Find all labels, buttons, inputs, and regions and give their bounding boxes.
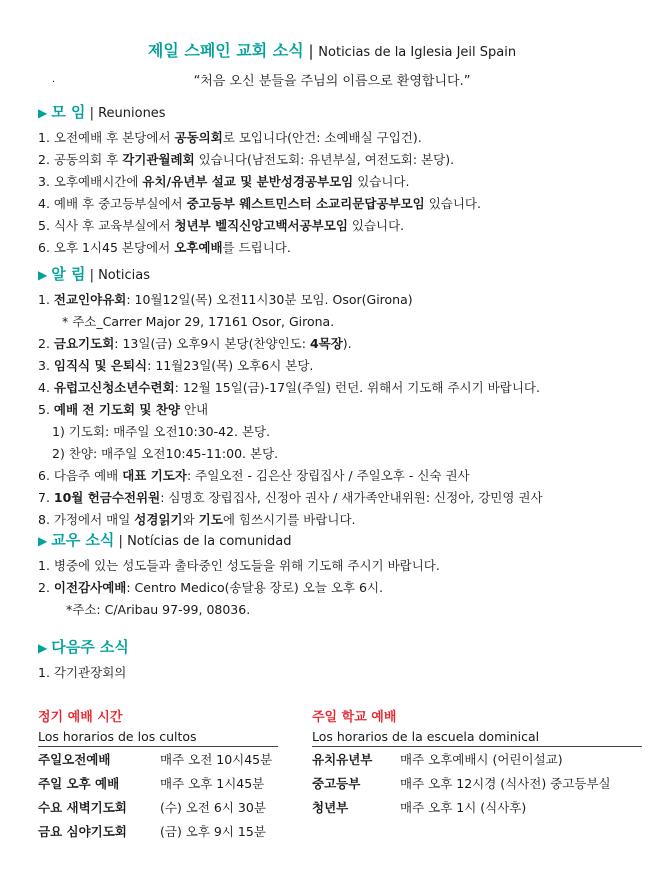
table-row: 중고등부 매주 오후 12시경 (식사전) 중고등부실	[312, 776, 611, 791]
table-row: 주일오전예배 매주 오전 10시45분	[38, 752, 273, 767]
title-korean: 제일 스페인 교회 소식	[147, 41, 304, 60]
section-meetings	[38, 101, 638, 259]
list-item: 2. 금요기도회: 13일(금) 오후9시 본당(찬양인도: 4목장).	[38, 336, 352, 351]
section-community	[38, 529, 638, 621]
schedule-subtitle: Los horarios de los cultos	[38, 729, 278, 747]
list-item: 8. 가정에서 매일 성경읽기와 기도에 힘쓰시기를 바랍니다.	[38, 512, 356, 527]
list-item: 4. 예배 후 중고등부실에서 중고등부 웨스트민스터 소교리문답공부모임 있습니다.	[38, 196, 481, 211]
triangle-right-icon: ▶	[38, 268, 48, 282]
section-next-week	[38, 636, 638, 684]
list-item: 2. 이전감사예배: Centro Medico(송달용 장로) 오늘 오후 6시.	[38, 580, 383, 595]
bulletin-header	[0, 38, 664, 89]
table-row: 청년부 매주 오후 1시 (식사후)	[312, 800, 527, 815]
schedule-subtitle: Los horarios de la escuela dominical	[312, 729, 642, 747]
list-item-address: *주소: C/Aribau 97-99, 08036.	[66, 602, 251, 617]
list-item: 2. 공동의회 후 각기관월례회 있습니다(남전도회: 유년부실, 여전도회: 본당).	[38, 152, 455, 167]
list-item-address: * 주소_Carrer Major 29, 17161 Osor, Girona.	[62, 314, 335, 329]
page-title	[0, 38, 664, 61]
list-item: 6. 다음주 예배 대표 기도자: 주일오전 - 김은산 장립집사 / 주일오후 - 신숙 권사	[38, 468, 470, 483]
list-subitem: 2) 찬양: 매주일 오전10:45-11:00. 본당.	[52, 446, 279, 461]
table-row: 수요 새벽기도회 (수) 오전 6시 30분	[38, 800, 266, 815]
table-row: 유치유년부 매주 오후예배시 (어린이설교)	[312, 752, 563, 767]
title-spanish: Noticias de la Iglesia Jeil Spain	[318, 45, 517, 60]
list-item: 6. 오후 1시45 본당에서 오후예배를 드립니다.	[38, 240, 291, 255]
list-item: 5. 예배 전 기도회 및 찬양 안내	[38, 402, 209, 417]
triangle-right-icon: ▶	[38, 641, 48, 655]
list-item: 1. 전교인야유회: 10월12일(목) 오전11시30분 모임. Osor(Girona)	[38, 292, 413, 307]
list-item: 3. 임직식 및 은퇴식: 11월23일(목) 오후6시 본당.	[38, 358, 314, 373]
welcome-message: “처음 오신 분들을 주님의 이름으로 환영합니다.”	[193, 74, 471, 89]
section-heading-next-week: ▶ 다음주 소식	[38, 638, 129, 656]
section-heading-meetings: ▶ 모 임 | Reuniones	[38, 103, 166, 121]
list-item: 1. 각기관장회의	[38, 665, 127, 680]
schedule-title: 정기 예배 시간	[38, 710, 123, 725]
title-separator: |	[303, 42, 319, 60]
section-notices	[38, 263, 638, 531]
table-row: 주일 오후 예배 매주 오후 1시45분	[38, 776, 265, 791]
list-item: 5. 식사 후 교육부실에서 청년부 벨직신앙고백서공부모임 있습니다.	[38, 218, 405, 233]
sunday-school-schedule	[312, 706, 642, 819]
list-item: 1. 병중에 있는 성도들과 출타중인 성도들을 위해 기도해 주시기 바랍니다.	[38, 558, 440, 573]
section-heading-notices: ▶ 알 림 | Noticias	[38, 265, 150, 283]
section-heading-community: ▶ 교우 소식 | Notícias de la comunidad	[38, 531, 292, 549]
table-row: 금요 심야기도회 (금) 오후 9시 15분	[38, 824, 266, 839]
triangle-right-icon: ▶	[38, 534, 48, 548]
list-subitem: 1) 기도회: 매주일 오전10:30-42. 본당.	[52, 424, 271, 439]
list-item: 3. 오후예배시간에 유치/유년부 설교 및 분반성경공부모임 있습니다.	[38, 174, 410, 189]
regular-service-schedule	[38, 706, 278, 843]
stray-dot: .	[52, 74, 56, 85]
triangle-right-icon: ▶	[38, 106, 48, 120]
list-item: 7. 10월 헌금수전위원: 심명호 장립집사, 신정아 권사 / 새가족안내위원: 신정아, 강민영 권사	[38, 490, 543, 505]
list-item: 1. 오전예배 후 본당에서 공동의회로 모입니다(안건: 소예배실 구입건).	[38, 130, 422, 145]
schedule-title: 주일 학교 예배	[312, 710, 397, 725]
list-item: 4. 유럽고신청소년수련회: 12월 15일(금)-17일(주일) 런던. 위해서 기도해 주시기 바랍니다.	[38, 380, 540, 395]
